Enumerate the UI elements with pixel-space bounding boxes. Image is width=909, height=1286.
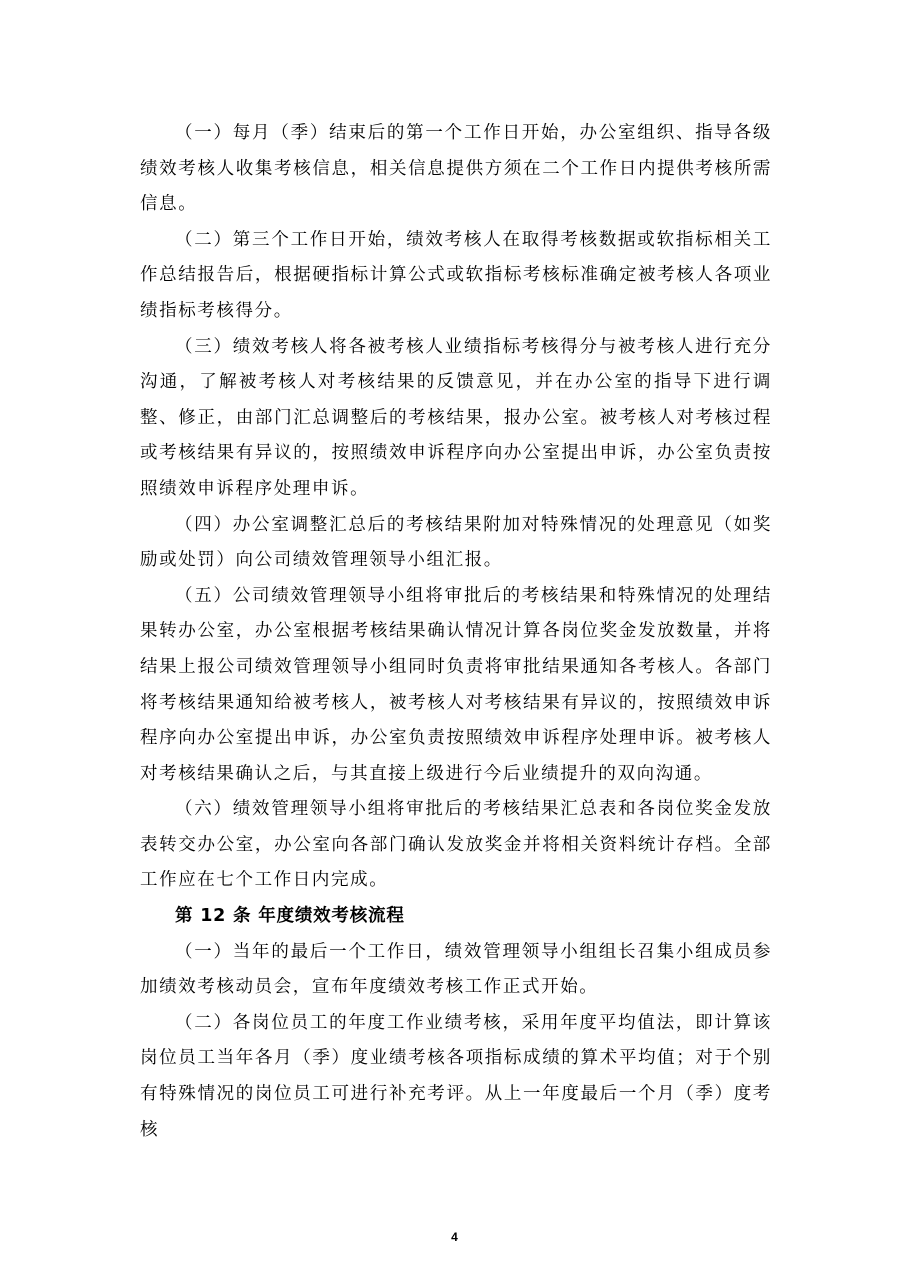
paragraph-step-2: （二）第三个工作日开始，绩效考核人在取得考核数据或软指标相关工作总结报告后，根据硬指标计算公式或软指标考核标准确定被考核人各项业绩指标考核得分。 [140,229,772,321]
section-heading-article-12: 第 12 条 年度绩效考核流程 [175,906,405,927]
paragraph-step-3: （三）绩效考核人将各被考核人业绩指标考核得分与被考核人进行充分沟通，了解被考核人对考核结果的反馈意见，并在办公室的指导下进行调整、修正，由部门汇总调整后的考核结果，报办公室。被考核人对考核过程或考核结果有异议的，按照绩效申诉程序向办公室提出申诉，办公室负责按照绩效申诉程序处理申诉。 [140,336,772,499]
paragraph-annual-step-2: （二）各岗位员工的年度工作业绩考核，采用年度平均值法，即计算该岗位员工当年各月（季）度业绩考核各项指标成绩的算术平均值；对于个别有特殊情况的岗位员工可进行补充考评。从上一年度最后一个月（季）度考核 [140,1012,772,1140]
paragraph-step-1: （一）每月（季）结束后的第一个工作日开始，办公室组织、指导各级绩效考核人收集考核信息，相关信息提供方须在二个工作日内提供考核所需信息。 [140,123,772,215]
page-number: 4 [451,1230,458,1244]
paragraph-annual-step-1: （一）当年的最后一个工作日，绩效管理领导小组组长召集小组成员参加绩效考核动员会，宣布年度绩效考核工作正式开始。 [140,941,772,998]
document-body [140,116,772,1148]
paragraph-step-5: （五）公司绩效管理领导小组将审批后的考核结果和特殊情况的处理结果转办公室，办公室根据考核结果确认情况计算各岗位奖金发放数量，并将结果上报公司绩效管理领导小组同时负责将审批结果通知各考核人。各部门将考核结果通知给被考核人，被考核人对考核结果有异议的，按照绩效申诉程序向办公室提出申诉，办公室负责按照绩效申诉程序处理申诉。被考核人对考核结果确认之后，与其直接上级进行今后业绩提升的双向沟通。 [140,585,772,784]
paragraph-step-6: （六）绩效管理领导小组将审批后的考核结果汇总表和各岗位奖金发放表转交办公室，办公室向各部门确认发放奖金并将相关资料统计存档。全部工作应在七个工作日内完成。 [140,799,772,891]
paragraph-step-4: （四）办公室调整汇总后的考核结果附加对特殊情况的处理意见（如奖励或处罚）向公司绩效管理领导小组汇报。 [140,514,772,571]
